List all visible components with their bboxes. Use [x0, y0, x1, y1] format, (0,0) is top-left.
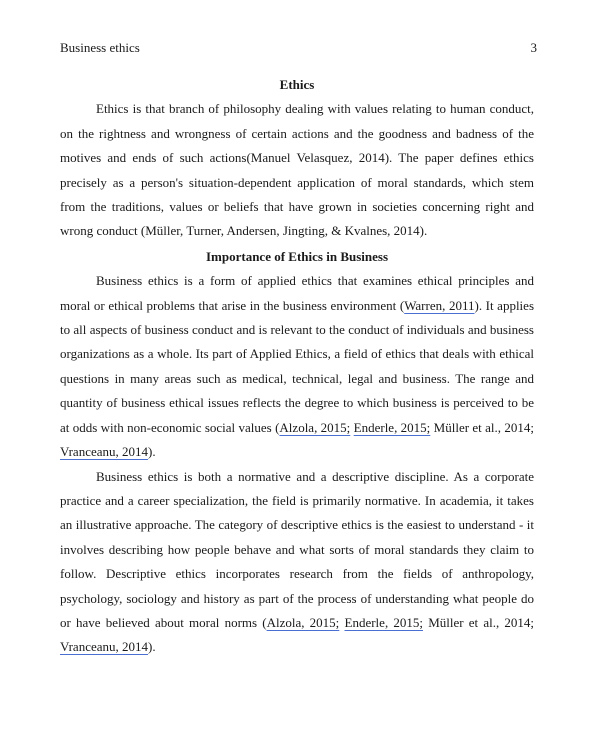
section-heading-ethics: Ethics: [279, 77, 315, 92]
running-head: Business ethics: [60, 40, 140, 55]
citation-link[interactable]: Vranceanu, 2014: [60, 444, 149, 460]
document-body: [60, 73, 534, 660]
section-heading-importance: Importance of Ethics in Business: [205, 248, 389, 264]
paragraph-text: Business ethics is both a normative and a descriptive discipline. As a corporate practice and a career specialization, the field is primarily normative. In academia, it takes an illustrative approache. The category of descriptive ethics is the easiest to understand - it involves describing how people behave and what sorts of moral standards they claim to follow. Descriptive ethics incorporates research from the fields of anthropology, psychology, sociology and history as part of the process of understanding what people do or have believed about moral norms (: [60, 468, 534, 630]
paragraph: [60, 269, 534, 464]
paragraph-text: Müller et al., 2014;: [423, 614, 535, 630]
citation-link[interactable]: Enderle, 2015;: [353, 419, 431, 435]
paragraph-text: Business ethics is a form of applied ethics that examines ethical principles and moral or ethical problems that arise in the business environment (: [60, 273, 534, 313]
citation-link[interactable]: Alzola, 2015;: [266, 614, 340, 630]
paragraph-text: ).: [148, 639, 156, 655]
citation-link[interactable]: Vranceanu, 2014: [60, 639, 149, 655]
paragraph: [60, 97, 534, 243]
paragraph-text: ). It applies to all aspects of business conduct and is relevant to the conduct of individuals and business organizations as a whole. Its part of Applied Ethics, a field of ethics that deals with ethical questions in many areas such as medical, technical, legal and business. The range and quantity of business ethical issues reflects the degree to which business is perceived to be at odds with non-economic social values (: [60, 297, 535, 435]
page-number: 3: [530, 40, 537, 55]
paragraph-text: Müller et al., 2014;: [430, 419, 534, 435]
citation-link[interactable]: Warren, 2011: [404, 297, 475, 313]
paragraph: [60, 465, 534, 660]
paragraph-text: ).: [148, 444, 156, 460]
citation-link[interactable]: Enderle, 2015;: [344, 614, 423, 630]
paragraph-text: Ethics is that branch of philosophy dealing with values relating to human conduct, on the rightness and wrongness of certain actions and the goodness and badness of the motives and ends of such actions(Manuel Velasquez, 2014). The paper defines ethics precisely as a person's situation-dependent application of moral standards, which stem from the traditions, values or beliefs that have grown in societies concerning right and wrong conduct (Müller, Turner, Andersen, Jingting, & Kvalnes, 2014).: [60, 101, 534, 239]
citation-link[interactable]: Alzola, 2015;: [279, 419, 351, 435]
